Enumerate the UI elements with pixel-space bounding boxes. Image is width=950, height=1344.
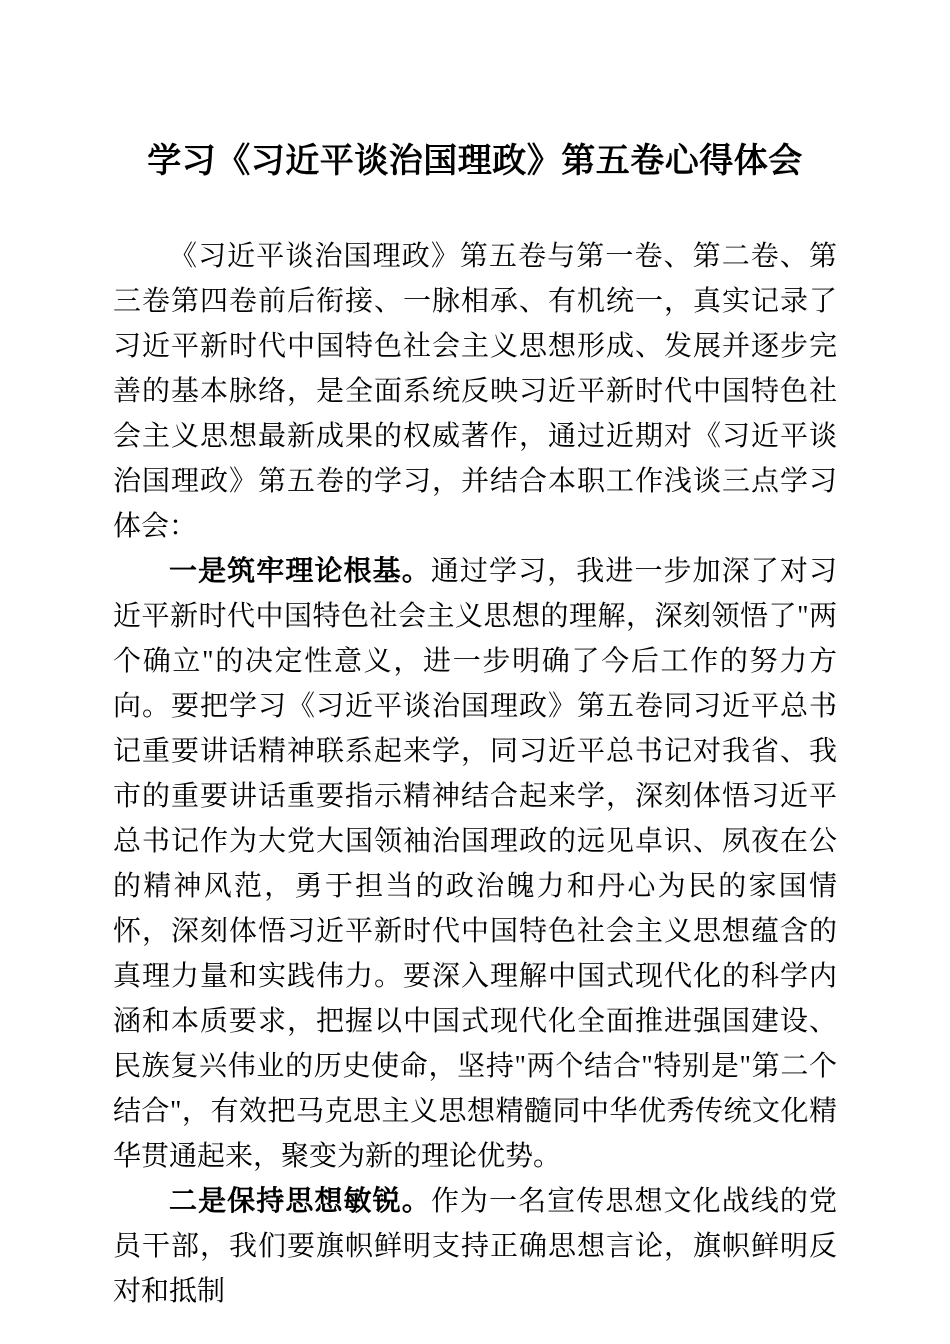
paragraph-text: 《习近平谈治国理政》第五卷与第一卷、第二卷、第三卷第四卷前后衔接、一脉相承、有机统一，真实记录了习近平新时代中国特色社会主义思想形成、发展并逐步完善的基本脉络，是全面系统反映习近平新时代中国特色社会主义思想最新成果的权威著作，通过近期对《习近平谈治国理政》第五卷的学习，并结合本职工作浅谈三点学习体会： — [113, 241, 837, 542]
paragraph-lead: 二是保持思想敏锐。 — [169, 1186, 431, 1217]
paragraph-point-two — [113, 1179, 837, 1314]
paragraph-text: 通过学习，我进一步加深了对习近平新时代中国特色社会主义思想的理解，深刻领悟了"两个确立"的决定性意义，进一步明确了今后工作的努力方向。要把学习《习近平谈治国理政》第五卷同习近平总书记重要讲话精神联系起来学，同习近平总书记对我省、我市的重要讲话重要指示精神结合起来学，深刻体悟习近平总书记作为大党大国领袖治国理政的远见卓识、夙夜在公的精神风范，勇于担当的政治魄力和丹心为民的家国情怀，深刻体悟习近平新时代中国特色社会主义思想蕴含的真理力量和实践伟力。要深入理解中国式现代化的科学内涵和本质要求，把握以中国式现代化全面推进强国建设、民族复兴伟业的历史使命，坚持"两个结合"特别是"第二个结合"，有效把马克思主义思想精髓同中华优秀传统文化精华贯通起来，聚变为新的理论优势。 — [113, 556, 837, 1172]
paragraph-intro — [113, 234, 837, 549]
paragraph-point-one — [113, 549, 837, 1179]
document-title: 学习《习近平谈治国理政》第五卷心得体会 — [147, 143, 803, 180]
paragraph-lead: 一是筑牢理论根基。 — [169, 556, 431, 587]
paragraph-text: 作为一名宣传思想文化战线的党员干部，我们要旗帜鲜明支持正确思想言论，旗帜鲜明反对和抵制 — [113, 1186, 837, 1307]
